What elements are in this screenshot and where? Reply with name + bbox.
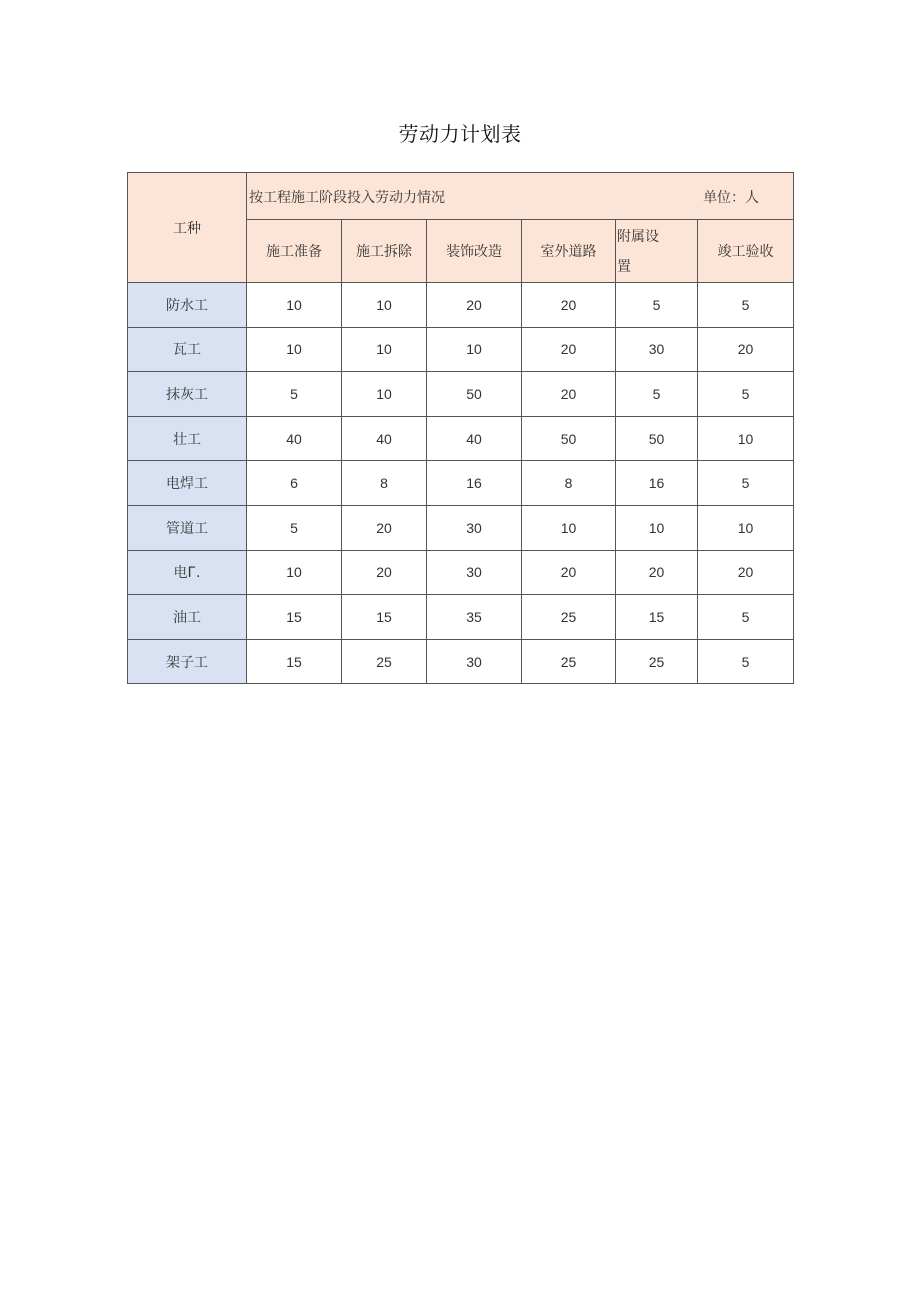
value-cell: 8 (342, 461, 427, 506)
value-cell: 20 (522, 327, 616, 372)
value-cell: 20 (616, 550, 698, 595)
value-cell: 10 (698, 505, 794, 550)
value-cell: 10 (698, 416, 794, 461)
value-cell: 50 (427, 372, 522, 417)
stage-header: 装饰改造 (427, 220, 522, 283)
value-cell: 15 (247, 639, 342, 684)
value-cell: 50 (522, 416, 616, 461)
unit-label: 单位：人 (703, 190, 760, 206)
value-cell: 5 (698, 372, 794, 417)
value-cell: 40 (247, 416, 342, 461)
value-cell: 40 (427, 416, 522, 461)
value-cell: 20 (427, 283, 522, 328)
value-cell: 35 (427, 595, 522, 640)
trade-cell: 电焊工 (128, 461, 247, 506)
stage-header-label: 附属设置 (617, 229, 659, 275)
value-cell: 15 (616, 595, 698, 640)
value-cell: 5 (698, 639, 794, 684)
value-cell: 30 (427, 505, 522, 550)
value-cell: 30 (427, 639, 522, 684)
value-cell: 5 (698, 595, 794, 640)
table-row (128, 372, 794, 417)
trade-cell: 抹灰工 (128, 372, 247, 417)
value-cell: 20 (342, 505, 427, 550)
trade-cell: 油工 (128, 595, 247, 640)
value-cell: 20 (342, 550, 427, 595)
table-row (128, 550, 794, 595)
trade-cell: 壮工 (128, 416, 247, 461)
trade-column-header: 工种 (128, 173, 247, 283)
value-cell: 40 (342, 416, 427, 461)
table-row (128, 416, 794, 461)
value-cell: 30 (427, 550, 522, 595)
table-row (128, 283, 794, 328)
value-cell: 16 (427, 461, 522, 506)
value-cell: 10 (342, 372, 427, 417)
value-cell: 5 (616, 372, 698, 417)
value-cell: 5 (247, 372, 342, 417)
table-row (128, 639, 794, 684)
value-cell: 10 (247, 327, 342, 372)
table-row (128, 327, 794, 372)
stage-header: 施工拆除 (342, 220, 427, 283)
trade-cell: 电Г. (128, 550, 247, 595)
page-title: 劳动力计划表 (398, 122, 522, 146)
table-row (128, 595, 794, 640)
value-cell: 5 (247, 505, 342, 550)
value-cell: 5 (698, 461, 794, 506)
value-cell: 20 (522, 550, 616, 595)
stage-span-header (247, 173, 794, 220)
stage-header: 施工准备 (247, 220, 342, 283)
value-cell: 10 (427, 327, 522, 372)
value-cell: 6 (247, 461, 342, 506)
stage-span-label: 按工程施工阶段投入劳动力情况 (249, 190, 445, 206)
value-cell: 10 (247, 550, 342, 595)
header-row-top (128, 173, 794, 220)
value-cell: 10 (522, 505, 616, 550)
value-cell: 10 (342, 283, 427, 328)
table-row (128, 505, 794, 550)
stage-header (616, 220, 698, 283)
value-cell: 10 (342, 327, 427, 372)
trade-cell: 瓦工 (128, 327, 247, 372)
value-cell: 15 (247, 595, 342, 640)
value-cell: 5 (698, 283, 794, 328)
value-cell: 15 (342, 595, 427, 640)
value-cell: 20 (522, 283, 616, 328)
value-cell: 25 (342, 639, 427, 684)
value-cell: 5 (616, 283, 698, 328)
value-cell: 20 (522, 372, 616, 417)
value-cell: 10 (616, 505, 698, 550)
value-cell: 20 (698, 550, 794, 595)
stage-header: 竣工验收 (698, 220, 794, 283)
value-cell: 10 (247, 283, 342, 328)
value-cell: 20 (698, 327, 794, 372)
value-cell: 25 (616, 639, 698, 684)
table-row (128, 461, 794, 506)
labor-plan-table (127, 172, 794, 684)
value-cell: 50 (616, 416, 698, 461)
value-cell: 25 (522, 595, 616, 640)
trade-cell: 架子工 (128, 639, 247, 684)
value-cell: 8 (522, 461, 616, 506)
value-cell: 25 (522, 639, 616, 684)
value-cell: 30 (616, 327, 698, 372)
value-cell: 16 (616, 461, 698, 506)
trade-cell: 管道工 (128, 505, 247, 550)
trade-cell: 防水工 (128, 283, 247, 328)
stage-header: 室外道路 (522, 220, 616, 283)
